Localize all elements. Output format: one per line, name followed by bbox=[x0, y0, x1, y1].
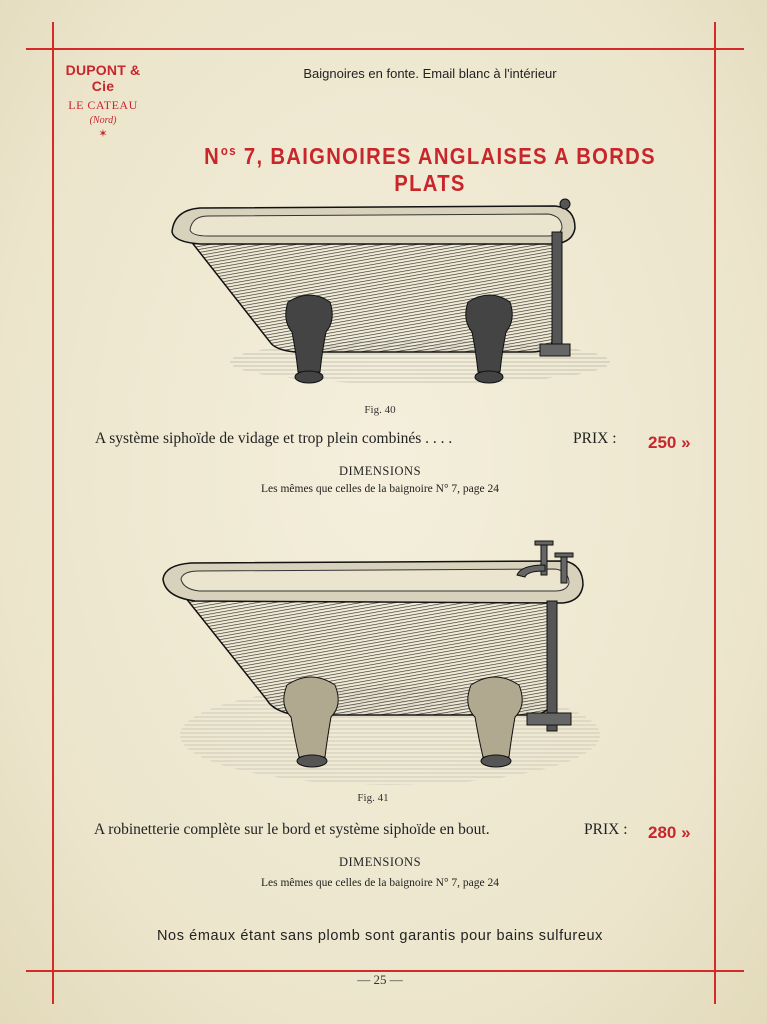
price-label-41: PRIX : bbox=[584, 821, 628, 838]
footer-note: Nos émaux étant sans plomb sont garantis pour bains sulfureux bbox=[156, 928, 604, 944]
item-description-40: A système siphoïde de vidage et trop plein combinés . . . . bbox=[95, 430, 453, 447]
dimensions-text-41: Les mêmes que celles de la baignoire N° 7, page 24 bbox=[260, 877, 500, 889]
firm-block bbox=[58, 62, 148, 140]
item-description-41: A robinetterie complète sur le bord et système siphoïde en bout. bbox=[94, 821, 490, 838]
dimensions-heading-41: DIMENSIONS bbox=[338, 855, 422, 869]
page-header: Baignoires en fonte. Email blanc à l'intérieur bbox=[303, 66, 557, 81]
left-rule bbox=[52, 22, 54, 1004]
ornament-icon: ✶ bbox=[98, 128, 108, 140]
figure-caption-41: Fig. 41 bbox=[357, 792, 389, 804]
bathtub-fig40-illustration bbox=[160, 192, 610, 402]
price-label-40: PRIX : bbox=[573, 430, 617, 447]
firm-name: DUPONT & Cie bbox=[65, 62, 141, 94]
firm-city: LE CATEAU bbox=[68, 98, 138, 112]
price-40: 250 » bbox=[648, 433, 691, 452]
right-rule bbox=[714, 22, 716, 1004]
title-prefix: N bbox=[204, 143, 221, 169]
bathtub-fig41-illustration bbox=[155, 535, 615, 795]
page-number: — 25 — bbox=[357, 972, 403, 987]
dimensions-heading-40: DIMENSIONS bbox=[338, 464, 422, 478]
dimensions-text-40: Les mêmes que celles de la baignoire N° 7, page 24 bbox=[260, 483, 500, 495]
price-41: 280 » bbox=[648, 823, 691, 842]
firm-dept: (Nord) bbox=[89, 115, 117, 126]
figure-caption-40: Fig. 40 bbox=[364, 404, 396, 416]
page-title bbox=[184, 143, 677, 197]
title-sup: os bbox=[220, 143, 237, 159]
title-text: 7, BAIGNOIRES ANGLAISES A BORDS PLATS bbox=[236, 143, 656, 196]
top-rule bbox=[26, 48, 744, 50]
